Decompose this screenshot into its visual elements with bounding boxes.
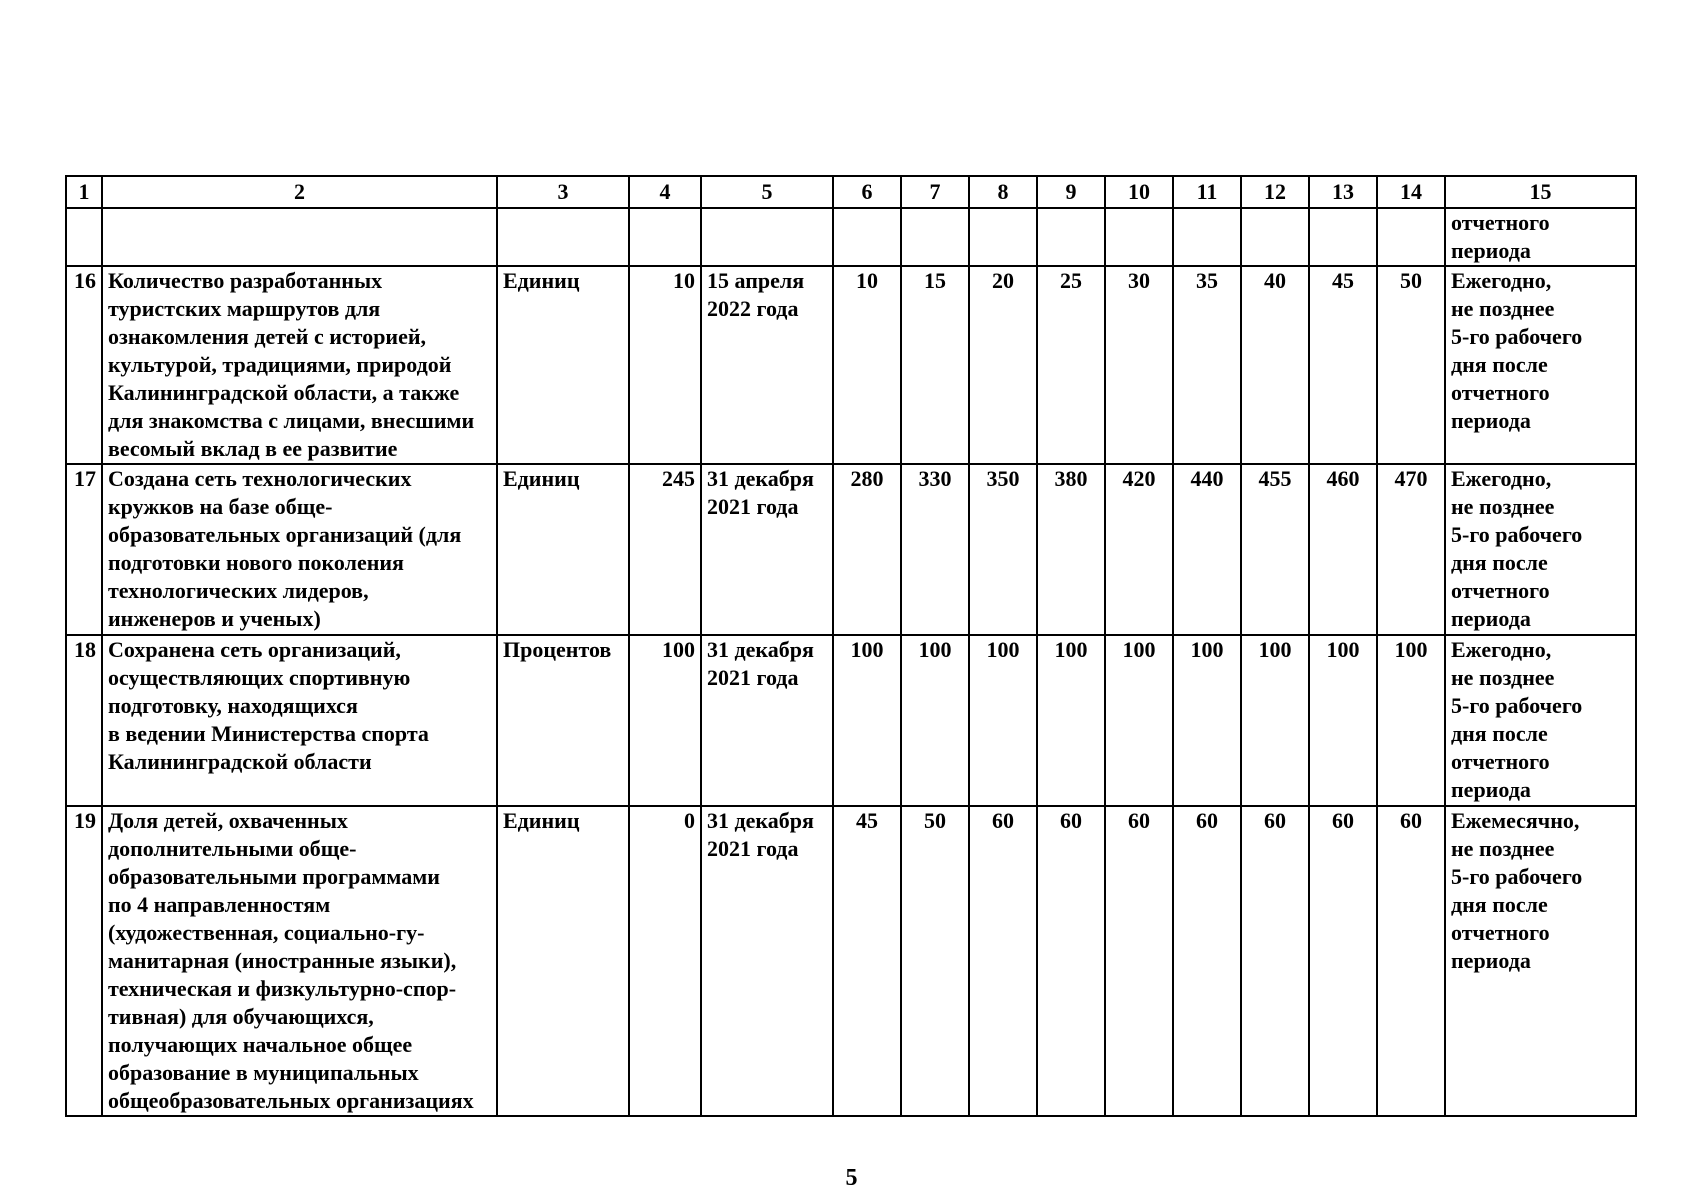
unit-cell: Единиц [497, 464, 629, 635]
target-value-cell: 20 [969, 266, 1037, 464]
base-date-cell: 15 апреля 2022 года [701, 266, 833, 464]
deadline-cell: Ежегодно, не позднее 5-го рабочего дня после отчетного периода [1445, 266, 1636, 464]
table-row [66, 806, 1636, 1116]
header-cell: 5 [701, 176, 833, 208]
target-value-cell: 350 [969, 464, 1037, 635]
unit-cell [497, 208, 629, 266]
deadline-cell: отчетного периода [1445, 208, 1636, 266]
header-cell: 7 [901, 176, 969, 208]
target-value-cell: 100 [1241, 635, 1309, 806]
target-value-cell: 100 [901, 635, 969, 806]
table-row [66, 208, 1636, 266]
target-value-cell: 45 [1309, 266, 1377, 464]
target-value-cell [1241, 208, 1309, 266]
header-cell: 15 [1445, 176, 1636, 208]
target-value-cell: 15 [901, 266, 969, 464]
target-value-cell: 455 [1241, 464, 1309, 635]
indicator-name-cell: Количество разработанных туристских маршрутов для ознакомления детей с историей, культурой, традициями, природой Калининградской области, а также для знакомства с лицами, внесшими весомый вклад в ее развитие [102, 266, 497, 464]
row-number-cell [66, 208, 102, 266]
base-value-cell [629, 208, 701, 266]
base-date-cell: 31 декабря 2021 года [701, 635, 833, 806]
target-value-cell: 40 [1241, 266, 1309, 464]
header-cell: 2 [102, 176, 497, 208]
header-row [66, 176, 1636, 208]
target-value-cell: 60 [1173, 806, 1241, 1116]
header-cell: 3 [497, 176, 629, 208]
target-value-cell [1309, 208, 1377, 266]
target-value-cell: 30 [1105, 266, 1173, 464]
target-value-cell: 50 [901, 806, 969, 1116]
indicator-name-cell: Создана сеть технологических кружков на базе обще- образовательных организаций (для подготовки нового поколения технологических лидеров, инженеров и ученых) [102, 464, 497, 635]
table-row [66, 635, 1636, 806]
base-date-cell: 31 декабря 2021 года [701, 806, 833, 1116]
target-value-cell: 460 [1309, 464, 1377, 635]
target-value-cell: 100 [1309, 635, 1377, 806]
target-value-cell [901, 208, 969, 266]
target-value-cell: 420 [1105, 464, 1173, 635]
header-cell: 13 [1309, 176, 1377, 208]
target-value-cell: 470 [1377, 464, 1445, 635]
target-value-cell: 100 [1105, 635, 1173, 806]
target-value-cell: 10 [833, 266, 901, 464]
indicators-table [65, 175, 1637, 1117]
header-cell: 4 [629, 176, 701, 208]
row-number-cell: 18 [66, 635, 102, 806]
deadline-cell: Ежемесячно, не позднее 5-го рабочего дня после отчетного периода [1445, 806, 1636, 1116]
deadline-cell: Ежегодно, не позднее 5-го рабочего дня после отчетного периода [1445, 464, 1636, 635]
target-value-cell: 100 [833, 635, 901, 806]
row-number-cell: 19 [66, 806, 102, 1116]
header-cell: 11 [1173, 176, 1241, 208]
base-date-cell: 31 декабря 2021 года [701, 464, 833, 635]
page-number: 5 [845, 1165, 858, 1191]
unit-cell: Единиц [497, 806, 629, 1116]
header-cell: 9 [1037, 176, 1105, 208]
unit-cell: Единиц [497, 266, 629, 464]
target-value-cell: 440 [1173, 464, 1241, 635]
target-value-cell: 100 [1377, 635, 1445, 806]
indicator-name-cell: Доля детей, охваченных дополнительными обще- образовательными программами по 4 направленностям (художественная, социально-гу- манитарная (иностранные языки), техническая и физкультурно-спор- тивная) для обучающихся, получающих начальное общее образование в муниципальных общеобразовательных организациях [102, 806, 497, 1116]
target-value-cell: 25 [1037, 266, 1105, 464]
table-row [66, 266, 1636, 464]
target-value-cell: 60 [1377, 806, 1445, 1116]
deadline-cell: Ежегодно, не позднее 5-го рабочего дня после отчетного периода [1445, 635, 1636, 806]
base-value-cell: 0 [629, 806, 701, 1116]
target-value-cell: 60 [1309, 806, 1377, 1116]
table-row [66, 464, 1636, 635]
header-cell: 12 [1241, 176, 1309, 208]
indicator-name-cell [102, 208, 497, 266]
header-cell: 8 [969, 176, 1037, 208]
target-value-cell: 380 [1037, 464, 1105, 635]
header-cell: 1 [66, 176, 102, 208]
target-value-cell: 60 [969, 806, 1037, 1116]
row-number-cell: 17 [66, 464, 102, 635]
base-value-cell: 100 [629, 635, 701, 806]
target-value-cell [833, 208, 901, 266]
target-value-cell: 330 [901, 464, 969, 635]
target-value-cell: 45 [833, 806, 901, 1116]
target-value-cell: 60 [1105, 806, 1173, 1116]
header-cell: 14 [1377, 176, 1445, 208]
target-value-cell: 60 [1241, 806, 1309, 1116]
base-value-cell: 245 [629, 464, 701, 635]
target-value-cell [969, 208, 1037, 266]
target-value-cell: 35 [1173, 266, 1241, 464]
base-value-cell: 10 [629, 266, 701, 464]
target-value-cell: 100 [1037, 635, 1105, 806]
target-value-cell [1377, 208, 1445, 266]
header-cell: 6 [833, 176, 901, 208]
row-number-cell: 16 [66, 266, 102, 464]
header-cell: 10 [1105, 176, 1173, 208]
unit-cell: Процентов [497, 635, 629, 806]
base-date-cell [701, 208, 833, 266]
target-value-cell [1105, 208, 1173, 266]
target-value-cell [1173, 208, 1241, 266]
target-value-cell [1037, 208, 1105, 266]
target-value-cell: 280 [833, 464, 901, 635]
target-value-cell: 60 [1037, 806, 1105, 1116]
target-value-cell: 100 [969, 635, 1037, 806]
target-value-cell: 50 [1377, 266, 1445, 464]
indicator-name-cell: Сохранена сеть организаций, осуществляющих спортивную подготовку, находящихся в ведении Министерства спорта Калининградской области [102, 635, 497, 806]
target-value-cell: 100 [1173, 635, 1241, 806]
